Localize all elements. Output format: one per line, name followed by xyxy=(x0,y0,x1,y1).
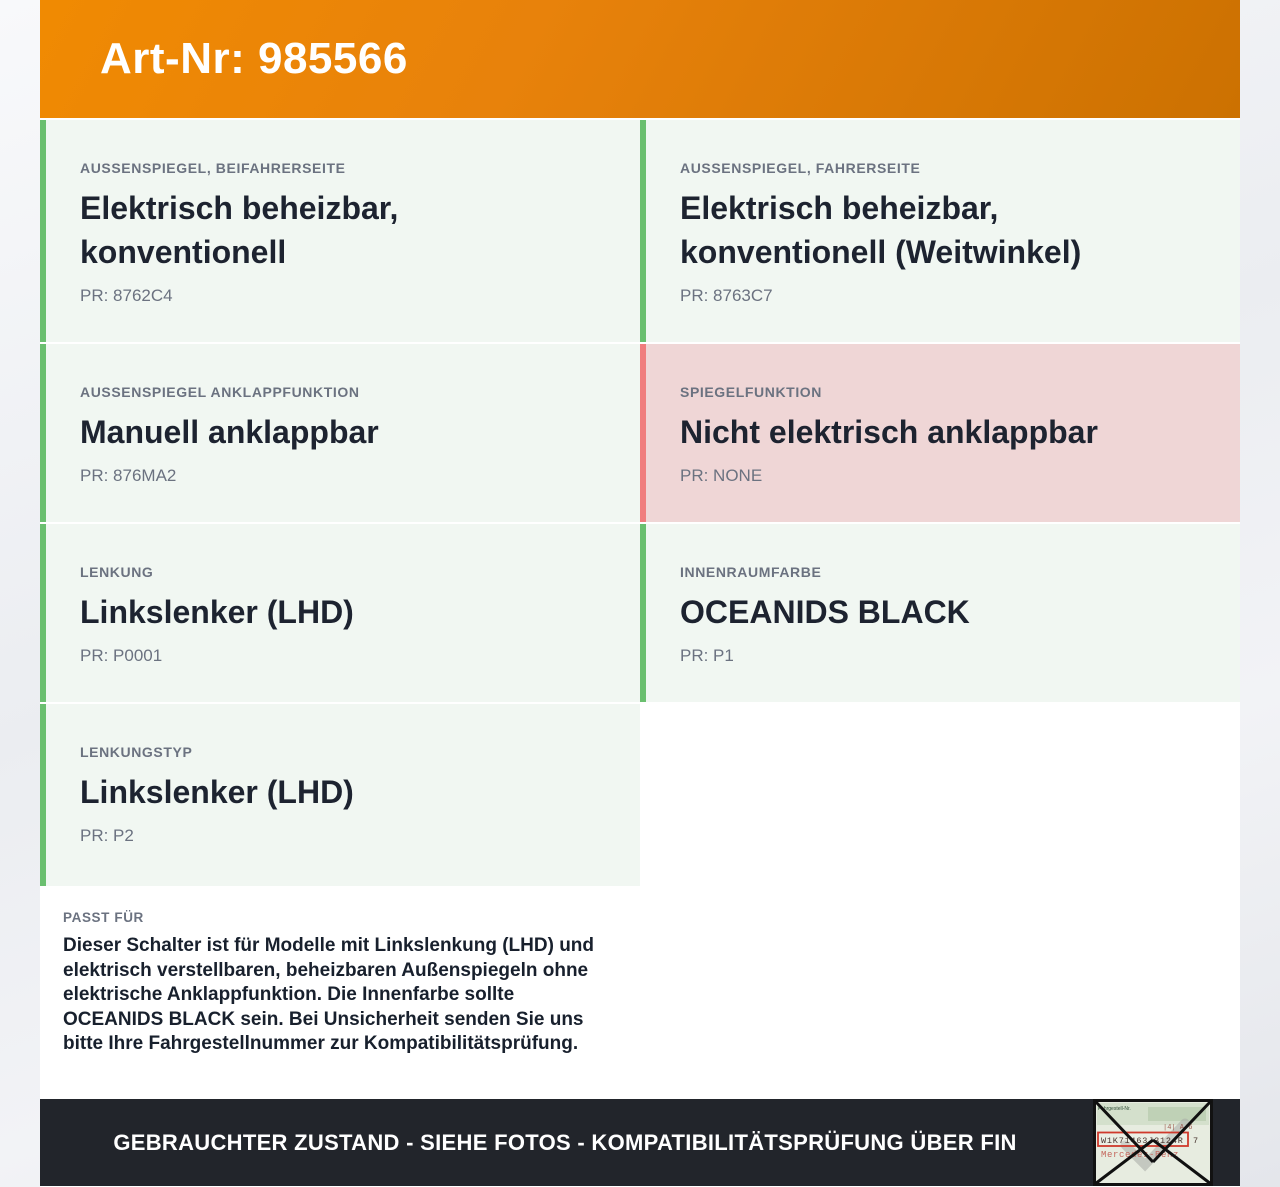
spec-label: LENKUNGSTYP xyxy=(80,744,193,760)
condition-text: GEBRAUCHTER ZUSTAND - SIEHE FOTOS - KOMPATIBILITÄTSPRÜFUNG ÜBER FIN xyxy=(113,1129,1017,1155)
spec-pr-code: PR: P2 xyxy=(80,826,134,846)
doc-aux-text: |4| A/6 xyxy=(1163,1124,1193,1132)
article-number: Art-Nr: 985566 xyxy=(100,34,408,83)
brand-text: Mercedes-Benz xyxy=(1101,1150,1180,1160)
registration-document-with-envelope-icon xyxy=(1093,1099,1213,1186)
spec-label: SPIEGELFUNKTION xyxy=(680,384,823,400)
spec-card-interior-color xyxy=(640,524,1240,702)
fits-for-note xyxy=(40,888,640,1099)
fits-for-label: PASST FÜR xyxy=(63,910,144,925)
spec-pr-code: PR: NONE xyxy=(680,466,763,486)
doc-label-text: Fahrgestell-Nr. xyxy=(1098,1106,1131,1112)
spec-card-mirror-folding xyxy=(40,344,640,522)
spec-card-mirror-function xyxy=(640,344,1240,522)
listing-info-sheet xyxy=(40,0,1240,1187)
vin-document-stamp-image xyxy=(1093,1099,1213,1186)
vin-text: W1K71463J3124R xyxy=(1101,1136,1184,1146)
spec-label: INNENRAUMFARBE xyxy=(680,564,822,580)
spec-card-steering xyxy=(40,524,640,702)
spec-label: LENKUNG xyxy=(80,564,154,580)
spec-label: AUSSENSPIEGEL ANKLAPPFUNKTION xyxy=(80,384,360,400)
spec-pr-code: PR: 8763C7 xyxy=(680,286,773,306)
condition-banner xyxy=(40,1099,1240,1186)
spec-value: Nicht elektrisch anklappbar xyxy=(680,414,1098,450)
spec-value: Elektrisch beheizbar, konventionell (Weitwinkel) xyxy=(680,190,1082,271)
spec-value: Manuell anklappbar xyxy=(80,414,379,450)
vin-suffix-text: 7 xyxy=(1193,1136,1199,1146)
spec-value: Linkslenker (LHD) xyxy=(80,594,354,630)
spec-value: Linkslenker (LHD) xyxy=(80,774,354,810)
spec-value: Elektrisch beheizbar, konventionell xyxy=(80,190,399,271)
spec-pr-code: PR: 8762C4 xyxy=(80,286,173,306)
spec-label: AUSSENSPIEGEL, FAHRERSEITE xyxy=(680,160,921,176)
spec-card-mirror-passenger xyxy=(40,120,640,342)
spec-card-grid xyxy=(40,120,1240,1099)
spec-label: AUSSENSPIEGEL, BEIFAHRERSEITE xyxy=(80,160,346,176)
spec-pr-code: PR: P1 xyxy=(680,646,734,666)
fits-for-text: Dieser Schalter ist für Modelle mit Linkslenkung (LHD) und elektrisch verstellbaren, beheizbaren Außenspiegeln ohne elektrische Anklappfunktion. Die Innenfarbe sollte OCEANIDS BLACK sein. Bei Unsicherheit senden Sie uns bitte Ihre Fahrgestellnummer zur Kompatibilitätsprüfung. xyxy=(63,935,595,1054)
article-number-banner xyxy=(40,0,1240,118)
spec-pr-code: PR: P0001 xyxy=(80,646,163,666)
spec-card-mirror-driver xyxy=(640,120,1240,342)
spec-value: OCEANIDS BLACK xyxy=(680,594,970,630)
spec-card-steering-type xyxy=(40,704,640,886)
spec-pr-code: PR: 876MA2 xyxy=(80,466,177,486)
